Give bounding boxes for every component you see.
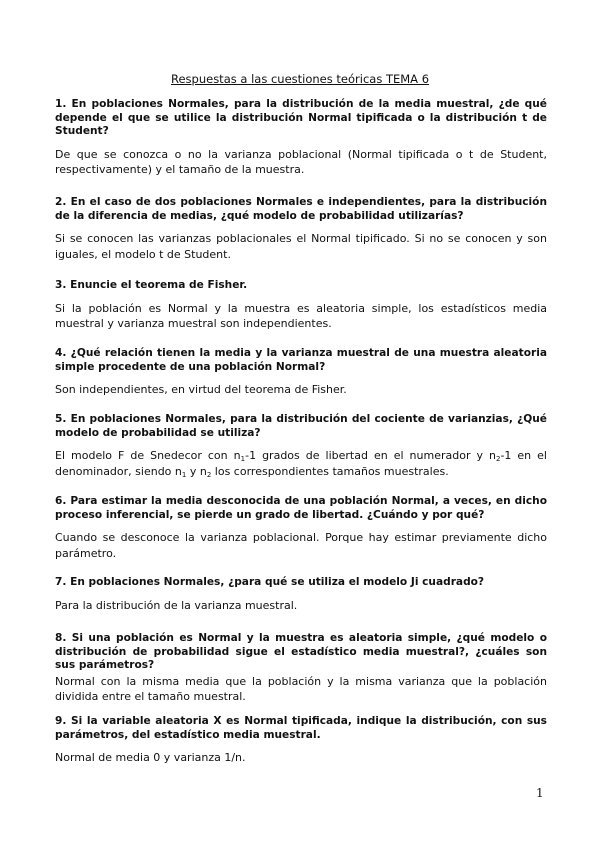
question-block-5 xyxy=(55,413,547,479)
question-4: 4. ¿Qué relación tienen la media y la varianza muestral de una muestra aleatoria simple procedente de una población Normal? xyxy=(55,347,547,373)
question-2: 2. En el caso de dos poblaciones Normales e independientes, para la distribución de la diferencia de medias, ¿qué modelo de probabilidad utilizarías? xyxy=(55,196,547,222)
answer-8: Normal con la misma media que la población y la misma varianza que la población dividida entre el tamaño muestral. xyxy=(55,674,547,703)
answer-1: De que se conozca o no la varianza poblacional (Normal tipificada o t de Student, respectivamente) y el tamaño de la muestra. xyxy=(55,147,547,176)
answer-7: Para la distribución de la varianza muestral. xyxy=(55,598,298,612)
question-block-7 xyxy=(55,576,547,613)
question-6: 6. Para estimar la media desconocida de una población Normal, a veces, en dicho proceso inferencial, se pierde un grado de libertad. ¿Cuándo y por qué? xyxy=(55,495,547,521)
answer-4: Son independientes, en virtud del teorema de Fisher. xyxy=(55,383,347,396)
question-3: 3. Enuncie el teorema de Fisher. xyxy=(55,279,248,291)
document-title: Respuestas a las cuestiones teóricas TEMA 6 xyxy=(170,72,430,86)
question-9: 9. Si la variable aleatoria X es Normal tipificada, indique la distribución, con sus parámetros, del estadístico media muestral. xyxy=(55,715,547,741)
question-block-2 xyxy=(55,196,547,262)
question-block-1 xyxy=(55,98,547,178)
answer-9: Normal de media 0 y varianza 1/n. xyxy=(55,751,246,764)
question-1: 1. En poblaciones Normales, para la distribución de la media muestral, ¿de qué depende el que se utilice la distribución Normal tipificada o la distribución t de Student? xyxy=(55,98,547,137)
question-block-8 xyxy=(55,632,547,705)
answer-3: Si la población es Normal y la muestra es aleatoria simple, los estadísticos media muestral y varianza muestral son independientes. xyxy=(55,301,547,330)
question-block-3 xyxy=(55,279,547,332)
question-7: 7. En poblaciones Normales, ¿para qué se utiliza el modelo Ji cuadrado? xyxy=(55,576,485,588)
answer-6: Cuando se desconoce la varianza poblacional. Porque hay estimar previamente dicho parámetro. xyxy=(55,531,547,560)
question-5: 5. En poblaciones Normales, para la distribución del cociente de varianzias, ¿Qué modelo de probabilidad se utiliza? xyxy=(55,413,547,439)
answer-5: El modelo F de Snedecor con $n_1-1$ grados de libertad en el numerador y $n_2-1$ en el denominador, siendo $n_1$ y $n_2$ los correspondientes tamaños muestrales. xyxy=(55,449,547,479)
question-block-4 xyxy=(55,347,547,398)
question-block-6 xyxy=(55,495,547,561)
question-block-9 xyxy=(55,715,547,766)
question-8: 8. Si una población es Normal y la muestra es aleatoria simple, ¿qué modelo o distribución de probabilidad sigue el estadístico media muestral?, ¿cuáles son sus parámetros? xyxy=(55,632,547,671)
page-number: 1 xyxy=(536,786,544,800)
answer-2: Si se conocen las varianzas poblacionales el Normal tipificado. Si no se conocen y son iguales, el modelo t de Student. xyxy=(55,232,547,261)
